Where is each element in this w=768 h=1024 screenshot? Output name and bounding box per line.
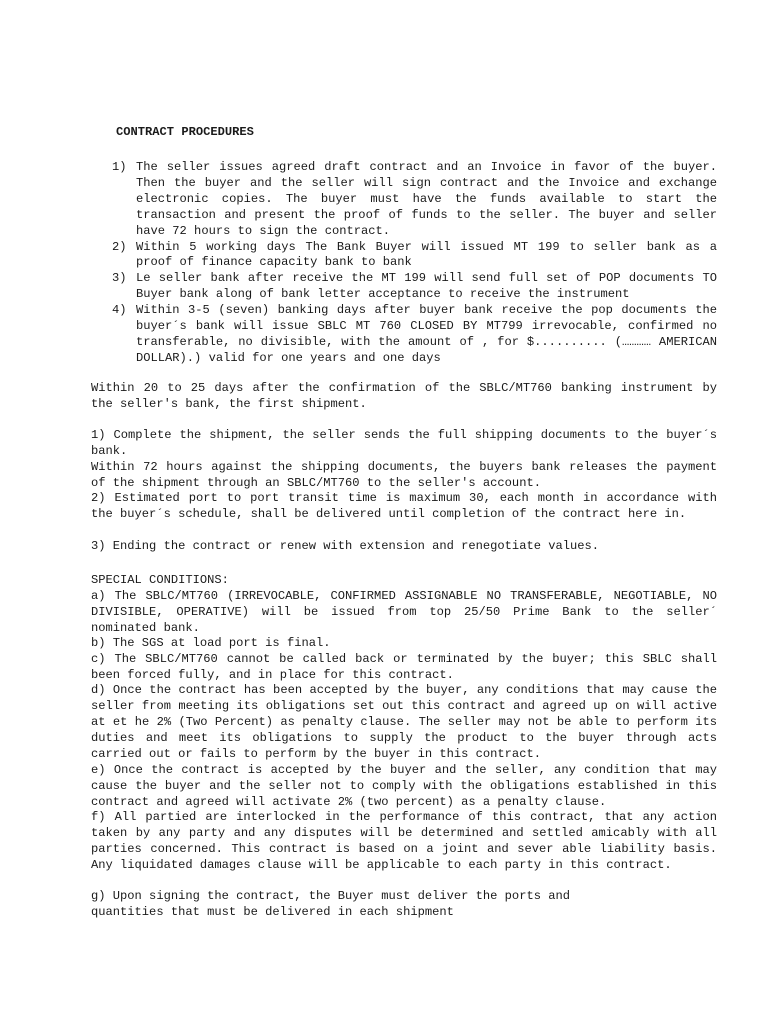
- list-item-text: Within 5 working days The Bank Buyer will issued MT 199 to seller bank as a proof of finance capacity bank to bank: [136, 239, 717, 270]
- list-item-number: 2): [112, 239, 127, 254]
- special-conditions-heading: SPECIAL CONDITIONS:: [91, 573, 229, 587]
- step-2-paragraph: 2) Estimated port to port transit time is maximum 30, each month in accordance with the buyer´s schedule, shall be delivered until completion of the contract here in.: [91, 491, 717, 521]
- step-1-paragraph: 1) Complete the shipment, the seller sends the full shipping documents to the buyer´s bank.: [91, 428, 717, 458]
- list-item-text: The seller issues agreed draft contract and an Invoice in favor of the buyer. Then the buyer and the seller will sign contract and the Invoice and exchange electronic copies. The buyer must have the funds available to start the transaction and present the proof of funds to the seller. The buyer and seller have 72 hours to sign the contract.: [136, 160, 717, 238]
- list-item: [100, 160, 717, 240]
- list-item: [100, 303, 717, 367]
- condition-b: b) The SGS at load port is final.: [91, 636, 331, 650]
- payment-release-paragraph: Within 72 hours against the shipping documents, the buyers bank releases the payment of the shipment through an SBLC/MT760 to the seller's account.: [91, 460, 717, 490]
- condition-g-continued: quantities that must be delivered in each shipment: [91, 905, 454, 919]
- list-item-number: 4): [112, 303, 127, 318]
- condition-f: f) All partied are interlocked in the performance of this contract, that any action taken by any party and any disputes will be determined and settled amicably with all parties concerned. This contract is based on a joint and sever able liability basis. Any liquidated damages clause will be applicable to each party in this contract.: [91, 810, 717, 872]
- condition-a: a) The SBLC/MT760 (IRREVOCABLE, CONFIRMED ASSIGNABLE NO TRANSFERABLE, NEGOTIABLE, NO DIVISIBLE, OPERATIVE) will be issued from top 25/50 Prime Bank to the seller´ nominated bank.: [91, 589, 717, 635]
- condition-d: d) Once the contract has been accepted by the buyer, any conditions that may cause the seller from meeting its obligations set out this contract and agreed up on will active at et he 2% (Two Percent) as penalty clause. The seller may not be able to perform its duties and meet its obligations to supply the product to the buyer through acts carried out or fails to perform by the buyer in this contract.: [91, 683, 717, 761]
- condition-g: g) Upon signing the contract, the Buyer must deliver the ports and: [91, 889, 570, 903]
- page-title: CONTRACT PROCEDURES: [116, 125, 254, 139]
- list-item-number: 3): [112, 271, 127, 286]
- step-3-paragraph: 3) Ending the contract or renew with extension and renegotiate values.: [91, 539, 600, 553]
- condition-e: e) Once the contract is accepted by the buyer and the seller, any condition that may cause the buyer and the seller not to comply with the obligations established in this contract and agreed will activate 2% (two percent) as a penalty clause.: [91, 763, 717, 809]
- shipment-timing-paragraph: Within 20 to 25 days after the confirmation of the SBLC/MT760 banking instrument by the seller's bank, the first shipment.: [91, 381, 717, 411]
- list-item-number: 1): [112, 160, 127, 174]
- list-item-text: Le seller bank after receive the MT 199 will send full set of POP documents TO Buyer bank along of bank letter acceptance to receive the instrument: [136, 271, 717, 302]
- list-item-text: Within 3-5 (seven) banking days after buyer bank receive the pop documents the buyer´s bank will issue SBLC MT 760 CLOSED BY MT799 irrevocable, confirmed no transferable, no divisible, with the amount of , for $.......... (………… AMERICAN DOLLAR).) valid for one years and one days: [136, 303, 717, 365]
- list-item: [100, 240, 717, 272]
- list-item: [100, 271, 717, 303]
- procedure-list: [100, 160, 717, 367]
- condition-c: c) The SBLC/MT760 cannot be called back or terminated by the buyer; this SBLC shall been forced fully, and in place for this contract.: [91, 652, 717, 682]
